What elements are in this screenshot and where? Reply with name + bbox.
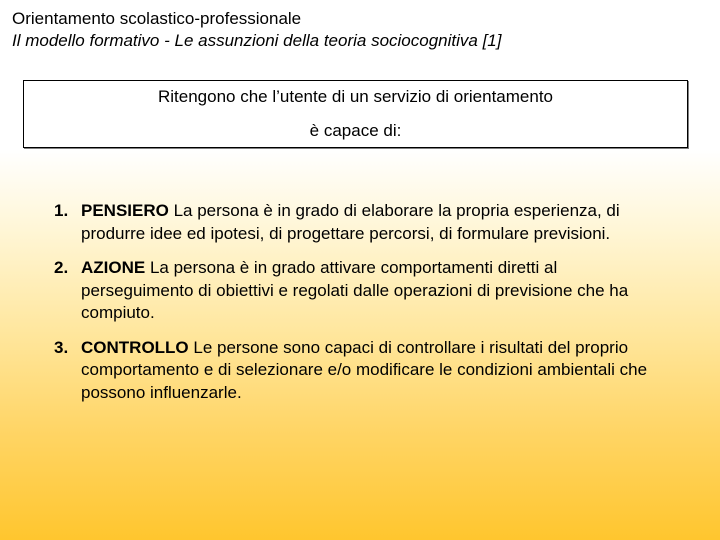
list-item-number: 3. [54,337,69,357]
list-item-controllo [54,337,674,405]
list-item-number: 1. [54,201,69,220]
list-item-text: Le persone sono capaci di controllare i risultati del proprio comportamento e di selezionare e/o modificare le condizioni ambientali che possono influenzarle. [81,337,648,402]
intro-box [23,80,688,148]
capabilities-list [54,200,674,416]
list-item-keyword: PENSIERO [81,201,169,220]
slide-title [12,8,712,52]
intro-line-1: Ritengono che l’utente di un servizio di orientamento [157,87,554,106]
list-item-keyword: CONTROLLO [81,337,189,357]
list-item-azione [54,257,674,325]
title-main: Orientamento scolastico-professionale [12,9,302,28]
list-item-keyword: AZIONE [81,258,146,277]
list-item-number: 2. [54,258,69,277]
list-item-text: La persona è in grado di elaborare la propria esperienza, di produrre idee ed ipotesi, di progettare percorsi, di formulare previsioni. [81,201,620,243]
list-item-text: La persona è in grado attivare comportamenti diretti al perseguimento di obiettivi e regolati dalle operazioni di previsione che ha compiuto. [81,258,629,322]
intro-line-2: è capace di: [309,121,402,140]
title-subtitle: Il modello formativo - Le assunzioni della teoria sociocognitiva [1] [12,31,502,50]
list-item-pensiero [54,200,674,245]
